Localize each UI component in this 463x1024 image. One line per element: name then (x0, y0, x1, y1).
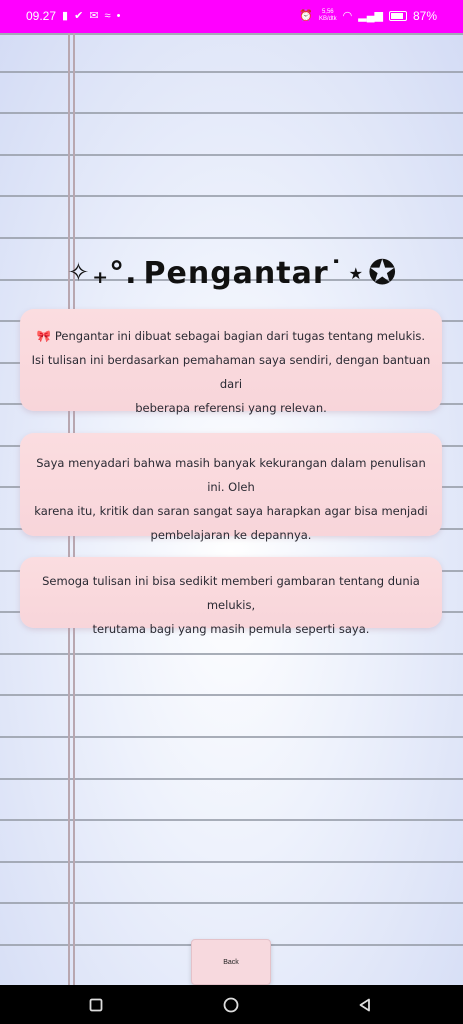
navigation-bar (0, 985, 463, 1024)
title-dot: ˙ (328, 255, 345, 291)
back-nav-button[interactable] (355, 995, 375, 1015)
network-speed-value: 5,56 (321, 9, 334, 15)
dot-icon: • (116, 10, 121, 22)
home-button[interactable] (221, 995, 241, 1015)
card-line: 🎀 Pengantar ini dibuat sebagai bagian dari tugas tentang melukis. (36, 329, 426, 343)
acknowledgement-card (20, 433, 442, 542)
check-icon: ✔ (74, 10, 84, 22)
wifi-icon: ◠ (342, 10, 353, 22)
app-icon: ≈ (104, 10, 111, 22)
network-speed-unit: KB/dtk (318, 16, 337, 22)
status-left (26, 9, 120, 23)
title-prefix: ₊°. (92, 255, 138, 291)
battery-percent: 87% (412, 9, 437, 23)
card-line: pembelajaran ke depannya. (150, 528, 312, 542)
card-line: beberapa referensi yang relevan. (135, 401, 327, 415)
card-line: karena itu, kritik dan saran sangat saya harapkan agar bisa menjadi (34, 504, 428, 518)
square-icon (89, 998, 103, 1012)
card-line: Semoga tulisan ini bisa sedikit memberi gambaran tentang dunia melukis, (42, 574, 420, 612)
triangle-back-icon (358, 998, 372, 1012)
status-right (299, 9, 437, 23)
signal-icon: ▂▄▆ (358, 10, 383, 22)
alarm-icon: ⏰ (299, 10, 313, 22)
battery-icon (389, 11, 407, 21)
notebook-page (0, 33, 463, 985)
status-time: 09.27 (26, 9, 57, 23)
small-star-icon: ★ (348, 263, 365, 283)
circle-icon (223, 997, 239, 1013)
closing-card (20, 557, 442, 636)
card-line: Saya menyadari bahwa masih banyak kekurangan dalam penulisan ini. Oleh (36, 456, 426, 494)
sparkle-icon: ✧ (67, 258, 91, 288)
card-line: Isi tulisan ini berdasarkan pemahaman saya sendiri, dengan bantuan dari (31, 353, 431, 391)
mail-icon: ✉ (89, 10, 99, 22)
star-icon: ✪ (368, 253, 398, 293)
notification-icon: ▮ (62, 10, 69, 22)
card-line: terutama bagi yang masih pemula seperti saya. (92, 622, 370, 636)
recent-apps-button[interactable] (86, 995, 106, 1015)
title-text: Pengantar (143, 255, 329, 291)
back-button[interactable]: Back (191, 939, 271, 985)
status-bar (0, 0, 463, 33)
page-title (0, 251, 463, 295)
network-speed (319, 9, 337, 23)
intro-card (20, 309, 442, 415)
